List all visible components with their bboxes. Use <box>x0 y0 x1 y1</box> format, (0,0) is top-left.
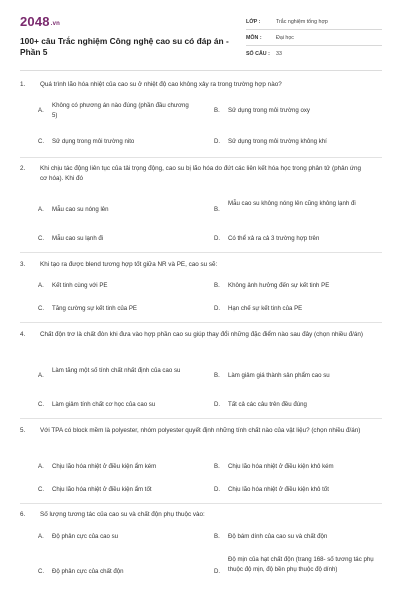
option-letter: C. <box>38 235 45 242</box>
meta-value: Trắc nghiệm tổng hợp <box>276 18 328 25</box>
option-text: Hạn chế sự kết tinh của PE <box>228 305 303 312</box>
meta-row-class <box>246 14 382 30</box>
option-letter: D. <box>214 235 221 242</box>
option-text: Không có phương án nào đúng (phần đầu chương 5) <box>52 102 189 119</box>
question-divider <box>20 252 382 253</box>
option-letter: A. <box>38 372 44 379</box>
question-number: 4. <box>20 331 26 338</box>
option-text: Độ phân cực của cao su <box>52 533 119 540</box>
question-text: Với TPA có block mềm là polyester, nhóm polyester quyết định những tính chất nào của vật liệu? (chọn nhiều đ/án) <box>40 427 361 434</box>
option-letter: B. <box>214 463 220 470</box>
option-text: Tăng cường sự kết tinh của PE <box>52 305 137 312</box>
question-4 <box>20 330 382 412</box>
option-letter: B. <box>214 372 220 379</box>
question-5 <box>20 426 382 496</box>
question-number: 6. <box>20 511 26 518</box>
question-divider <box>20 503 382 504</box>
meta-label: MÔN : <box>246 34 262 41</box>
question-number: 5. <box>20 427 26 434</box>
question-divider <box>20 418 382 419</box>
option-letter: D. <box>214 568 221 575</box>
question-divider <box>20 157 382 158</box>
option-letter: A. <box>38 533 44 540</box>
option-letter: C. <box>38 401 45 408</box>
question-text: Khi tạo ra được blend tương hợp tốt giữa NR và PE, cao su sẽ: <box>40 261 218 268</box>
meta-value: Đại học <box>276 34 294 41</box>
header-divider <box>20 70 382 71</box>
meta-table <box>246 14 382 61</box>
option-text: Chịu lão hóa nhiệt ở điều kiện ẩm kém <box>52 463 157 470</box>
option-text: Tất cả các câu trên đều đúng <box>228 401 307 408</box>
option-text: Có thể xả ra cả 3 trường hợp trên <box>228 235 320 242</box>
option-letter: D. <box>214 401 221 408</box>
option-text: Sử dụng trong môi trường oxy <box>228 107 310 114</box>
page-title: 100+ câu Trắc nghiệm Công nghệ cao su có đáp án - Phần 5 <box>20 36 229 57</box>
option-text: Độ mịn của hạt chất độn (trang 168- số tương tác phụ thuộc độ mịn, độ bền phụ thuộc độ dính) <box>228 556 374 573</box>
option-letter: D. <box>214 305 221 312</box>
option-text: Làm tăng một số tính chất nhất định của cao su <box>52 367 181 374</box>
option-letter: C. <box>38 568 45 575</box>
meta-value: 33 <box>276 50 282 57</box>
option-text: Mẫu cao su nóng lên <box>52 206 109 213</box>
question-text: Chất độn trơ là chất đòn khi đưa vào hợp phần cao su giúp thay đổi những đặc điểm nào sau đây (chọn nhiều đ/án) <box>40 331 364 338</box>
question-text: Khi chịu tác động liên tục của tải trọng động, cao su bị lão hóa do đứt các liên kết hóa học trong phân tử (phản ứng cơ hóa). Khi đó <box>40 165 362 182</box>
question-text: Quá trình lão hóa nhiệt của cao su ở nhiệt độ cao không xảy ra trong trường hợp nào? <box>40 81 282 88</box>
option-letter: C. <box>38 138 45 145</box>
logo-main: 2048 <box>20 14 50 29</box>
option-text: Độ bám dính của cao su và chất độn <box>228 533 328 540</box>
meta-label: LỚP : <box>246 18 261 25</box>
option-letter: C. <box>38 305 45 312</box>
document-header <box>20 14 382 76</box>
option-text: Chịu lão hóa nhiệt ở điều kiện ẩm tốt <box>52 486 152 493</box>
question-text: Số lượng tương tác của cao su và chất độn phụ thuộc vào: <box>40 511 205 518</box>
option-letter: B. <box>214 282 220 289</box>
option-text: Kết tinh cùng với PE <box>52 282 108 289</box>
option-text: Mẫu cao su lạnh đi <box>52 235 104 242</box>
option-letter: C. <box>38 486 45 493</box>
option-letter: B. <box>214 533 220 540</box>
meta-label: SỐ CÂU : <box>246 50 270 57</box>
option-text: Làm giảm giá thành sản phẩm cao su <box>228 372 330 379</box>
meta-row-subject <box>246 30 382 46</box>
question-3 <box>20 260 382 320</box>
option-text: Không ảnh hưởng đến sự kết tinh PE <box>228 282 330 289</box>
logo-suffix: .vn <box>50 21 61 27</box>
option-text: Độ phân cực của chất độn <box>52 568 124 575</box>
question-number: 3. <box>20 261 26 268</box>
option-letter: B. <box>214 107 220 114</box>
question-number: 2. <box>20 165 26 172</box>
site-logo[interactable] <box>20 14 60 29</box>
option-letter: D. <box>214 138 221 145</box>
option-letter: D. <box>214 486 221 493</box>
option-text: Sử dụng trong môi trường nito <box>52 138 135 145</box>
option-text: Chịu lão hóa nhiệt ở điều kiện khô kém <box>228 463 334 470</box>
question-divider <box>20 322 382 323</box>
question-number: 1. <box>20 81 26 88</box>
option-text: Mẫu cao su không nóng lên cũng không lạnh đi <box>228 200 356 207</box>
option-text: Làm giảm tính chất cơ học của cao su <box>52 401 156 408</box>
option-letter: B. <box>214 206 220 213</box>
option-letter: A. <box>38 107 44 114</box>
option-letter: A. <box>38 463 44 470</box>
option-text: Chịu lão hóa nhiệt ở điều kiện khô tốt <box>228 486 329 493</box>
question-6 <box>20 510 382 600</box>
question-2 <box>20 164 382 248</box>
option-letter: A. <box>38 206 44 213</box>
option-text: Sử dụng trong môi trường không khí <box>228 138 327 145</box>
option-letter: A. <box>38 282 44 289</box>
question-1 <box>20 80 382 158</box>
meta-row-count <box>246 46 382 61</box>
